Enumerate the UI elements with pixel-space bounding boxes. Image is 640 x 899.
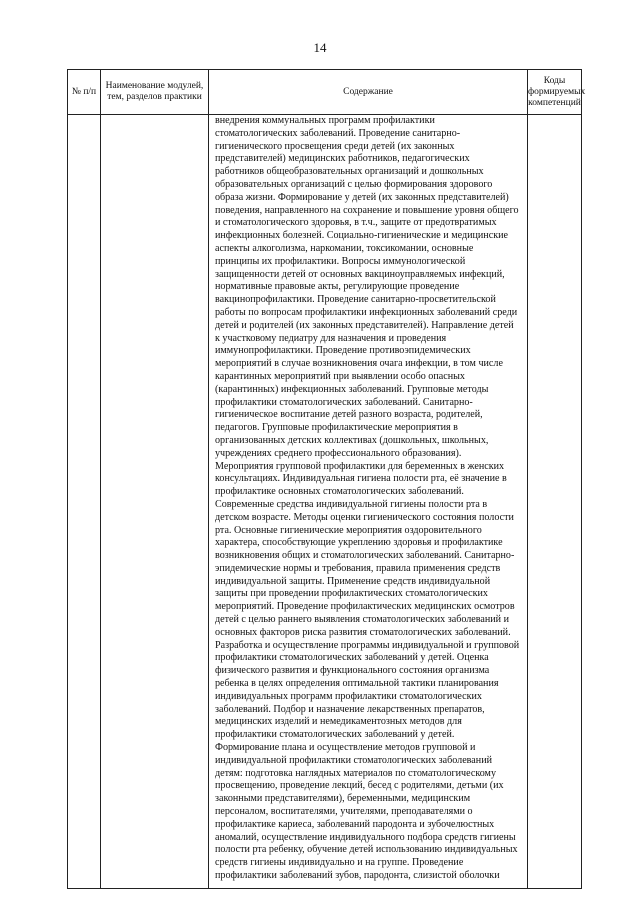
content-line: гигиенического просвещения среди детей (их законных	[215, 140, 455, 152]
content-line: карантинных мероприятий при выявлении особо опасных	[215, 370, 465, 382]
header-number: № п/п	[68, 70, 101, 115]
content-line: основных факторов риска развития стоматологических заболеваний.	[215, 626, 511, 638]
content-line: полости рта ребенку, обучение детей использованию индивидуальных	[215, 844, 518, 856]
header-module: Наименование модулей, тем, разделов практики	[101, 70, 209, 115]
content-line: защиты при проведении профилактических стоматологических	[215, 588, 488, 600]
content-line: индивидуальной профилактики стоматологических заболеваний	[215, 754, 492, 766]
content-line: средств гигиены индивидуально и на группе. Проведение	[215, 857, 464, 869]
table-header-row	[68, 70, 582, 115]
cell-number	[68, 115, 101, 889]
content-line: детям: подготовка наглядных материалов по стоматологическому	[215, 767, 496, 779]
content-line: педагогов. Групповые профилактические мероприятия в	[215, 422, 458, 434]
content-line: детей с целью раннего выявления стоматологических заболеваний и	[215, 614, 510, 626]
content-line: профилактики заболеваний зубов, пародонта, слизистой оболочки	[215, 870, 500, 882]
content-line: законными представителями), беременными, медицинским	[215, 793, 471, 805]
cell-module	[101, 115, 209, 889]
content-line: профилактике кариеса, заболеваний пародонта и зубочелюстных	[215, 818, 495, 830]
content-line: и стоматологического здоровья, в т.ч., защите от предотвратимых	[215, 217, 497, 229]
content-line: учреждениях среднего профессионального образования).	[215, 447, 462, 459]
content-line: эпидемические нормы и требования, правила применения средств	[215, 562, 501, 574]
content-line: аспекты алкоголизма, наркомании, токсикомании, основные	[215, 242, 474, 254]
content-line: возникновения общих и стоматологических заболеваний. Санитарно-	[215, 550, 515, 562]
content-line: образа жизни. Формирование у детей (их законных представителей)	[215, 191, 509, 203]
content-line: профилактики стоматологических заболеваний. Санитарно-	[215, 396, 473, 408]
content-line: ребенка в целях определения оптимальной тактики планирования	[215, 678, 499, 690]
content-line: мероприятий в случае возникновения очага инфекции, в том числе	[215, 358, 503, 370]
content-line: (карантинных) инфекционных заболеваний. Групповые методы	[215, 383, 489, 395]
content-line: Формирование плана и осуществление методов групповой и	[215, 742, 476, 754]
content-line: аномалий, осуществление индивидуального подбора средств гигиены	[215, 831, 516, 843]
content-line: стоматологических заболеваний. Проведение санитарно-	[215, 127, 461, 139]
content-line: защищенности детей от основных вакциноуправляемых инфекций,	[215, 268, 505, 280]
content-line: медицинских изделий и немедикаментозных методов для	[215, 716, 462, 728]
content-line: гигиеническое воспитание детей разного возраста, родителей,	[215, 409, 483, 421]
content-line: инфекционных болезней. Социально-гигиенические и медицинские	[215, 230, 508, 242]
cell-content	[209, 115, 528, 889]
cell-codes	[528, 115, 582, 889]
content-line: детей и родителей (их законных представителей). Направление детей	[215, 319, 514, 331]
content-line: профилактике основных стоматологических заболеваний.	[215, 486, 464, 498]
table-row	[68, 115, 582, 889]
content-line: нормативные правовые акты, регулирующие проведение	[215, 281, 460, 293]
header-codes: Коды формируемых компетенций	[528, 70, 582, 115]
content-line: иммунопрофилактики. Проведение противоэпидемических	[215, 345, 471, 357]
content-line: рта. Основные гигиенические мероприятия оздоровительного	[215, 524, 482, 536]
content-line: профилактики стоматологических заболеваний у детей.	[215, 729, 455, 741]
content-line: представителей) медицинских работников, педагогических	[215, 153, 470, 165]
content-line: индивидуальной защиты. Применение средств индивидуальной	[215, 575, 491, 587]
content-line: мероприятий. Проведение профилактических медицинских осмотров	[215, 601, 515, 613]
content-text	[209, 115, 527, 883]
content-line: профилактики стоматологических заболеваний у детей. Оценка	[215, 652, 489, 664]
content-line: образовательных организаций с целью формирования здорового	[215, 178, 493, 190]
content-line: поведения, направленного на сохранение и повышение уровня общего	[215, 204, 519, 216]
content-line: персоналом, воспитателями, учителями, преподавателями о	[215, 806, 473, 818]
page-number: 14	[313, 40, 327, 55]
content-line: организованных детских коллективах (дошкольных, школьных,	[215, 434, 489, 446]
content-line: физического развития и функционального состояния организма	[215, 665, 490, 677]
content-line: вакцинопрофилактики. Проведение санитарно-просветительской	[215, 294, 496, 306]
curriculum-table	[67, 69, 586, 889]
content-line: просвещению, проведение лекций, бесед с родителями, детьми (их	[215, 780, 504, 792]
content-line: работников общеобразовательных организаций и дошкольных	[215, 166, 484, 178]
content-line: индивидуальных программ профилактики стоматологических	[215, 690, 482, 702]
content-line: к участковому педиатру для назначения и проведения	[215, 332, 447, 344]
content-line: детском возрасте. Методы оценки гигиенического состояния полости	[215, 511, 514, 523]
content-line: характера, способствующие укреплению здоровья и профилактике	[215, 537, 503, 549]
content-line: заболеваний. Подбор и назначение лекарственных препаратов,	[215, 703, 485, 715]
content-line: принципы их профилактики. Вопросы иммунологической	[215, 255, 466, 267]
content-line: консультациях. Индивидуальная гигиена полости рта, её значение в	[215, 473, 507, 485]
content-line: Разработка и осуществление программы индивидуальной и групповой	[215, 639, 520, 651]
header-content: Содержание	[209, 70, 528, 115]
content-line: Современные средства индивидуальной гигиены полости рта в	[215, 498, 488, 510]
content-line: внедрения коммунальных программ профилактики	[215, 115, 435, 126]
content-line: Мероприятия групповой профилактики для беременных в женских	[215, 460, 505, 472]
content-line: работы по вопросам профилактики инфекционных заболеваний среди	[215, 306, 518, 318]
